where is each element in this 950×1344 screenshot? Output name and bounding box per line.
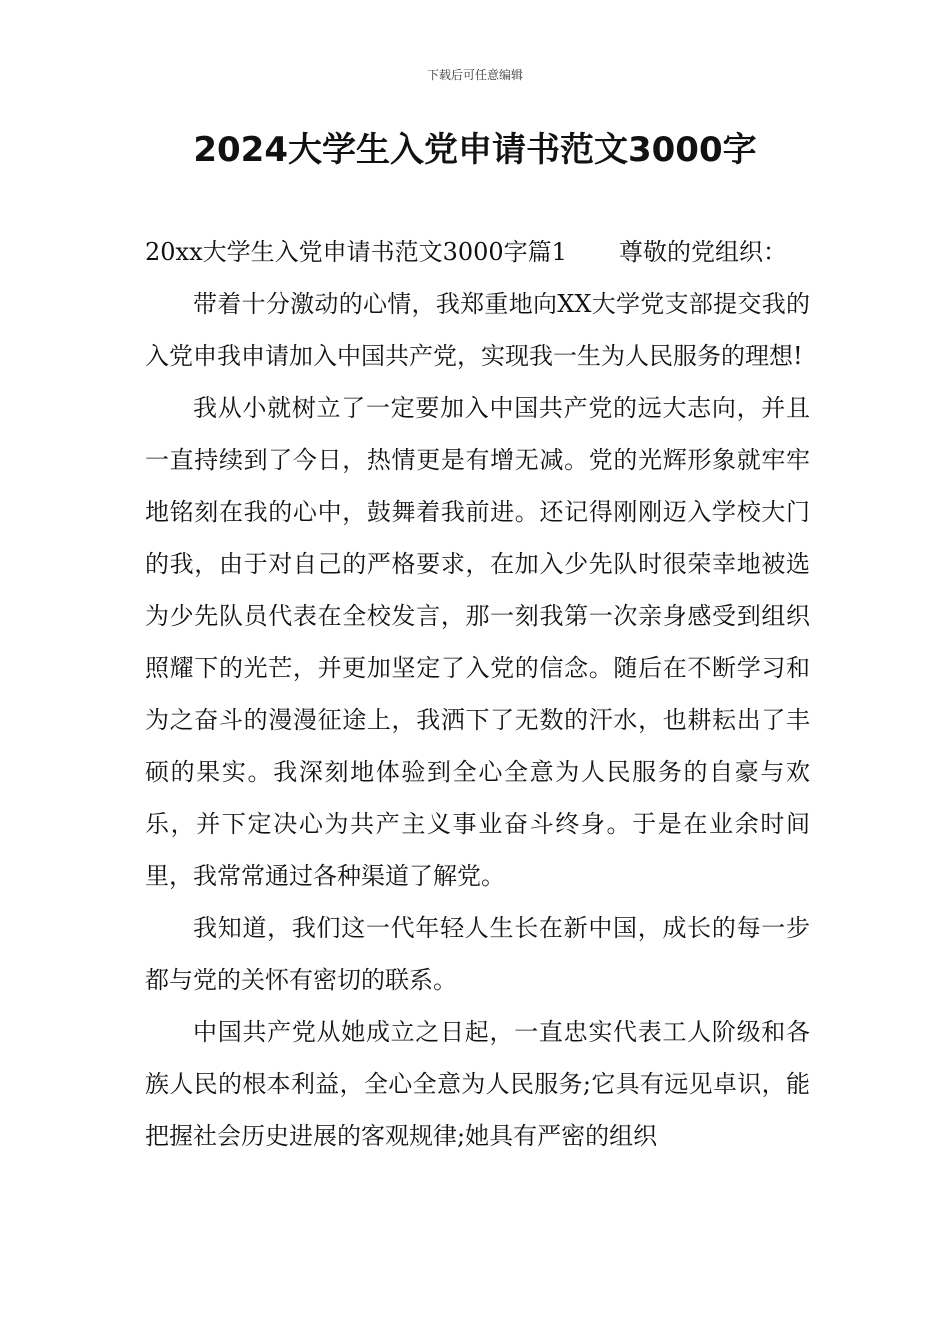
section-heading: 20xx大学生入党申请书范文3000字篇1 [145, 238, 567, 266]
paragraph: 中国共产党从她成立之日起，一直忠实代表工人阶级和各族人民的根本利益，全心全意为人民服务;它具有远见卓识，能把握社会历史进展的客观规律;她具有严密的组织 [145, 1018, 810, 1150]
paragraph: 我从小就树立了一定要加入中国共产党的远大志向，并且一直持续到了今日，热情更是有增无减。党的光辉形象就牢牢地铭刻在我的心中，鼓舞着我前进。还记得刚刚迈入学校大门的我，由于对自己的严格要求，在加入少先队时很荣幸地被选为少先队员代表在全校发言，那一刻我第一次亲身感受到组织照耀下的光芒，并更加坚定了入党的信念。随后在不断学习和为之奋斗的漫漫征途上，我洒下了无数的汗水，也耕耘出了丰硕的果实。我深刻地体验到全心全意为人民服务的自豪与欢乐，并下定决心为共产主义事业奋斗终身。于是在业余时间里，我常常通过各种渠道了解党。 [145, 394, 810, 890]
salutation: 尊敬的党组织： [618, 238, 787, 266]
paragraph: 带着十分激动的心情，我郑重地向XX大学党支部提交我的入党申我申请加入中国共产党，实现我一生为人民服务的理想! [145, 290, 810, 370]
document-body [145, 226, 810, 1162]
intro-line [145, 226, 810, 278]
header-note: 下载后可任意编辑 [426, 68, 523, 82]
paragraph: 我知道，我们这一代年轻人生长在新中国，成长的每一步都与党的关怀有密切的联系。 [145, 914, 810, 994]
page-title: 2024大学生入党申请书范文3000字 [193, 130, 757, 170]
